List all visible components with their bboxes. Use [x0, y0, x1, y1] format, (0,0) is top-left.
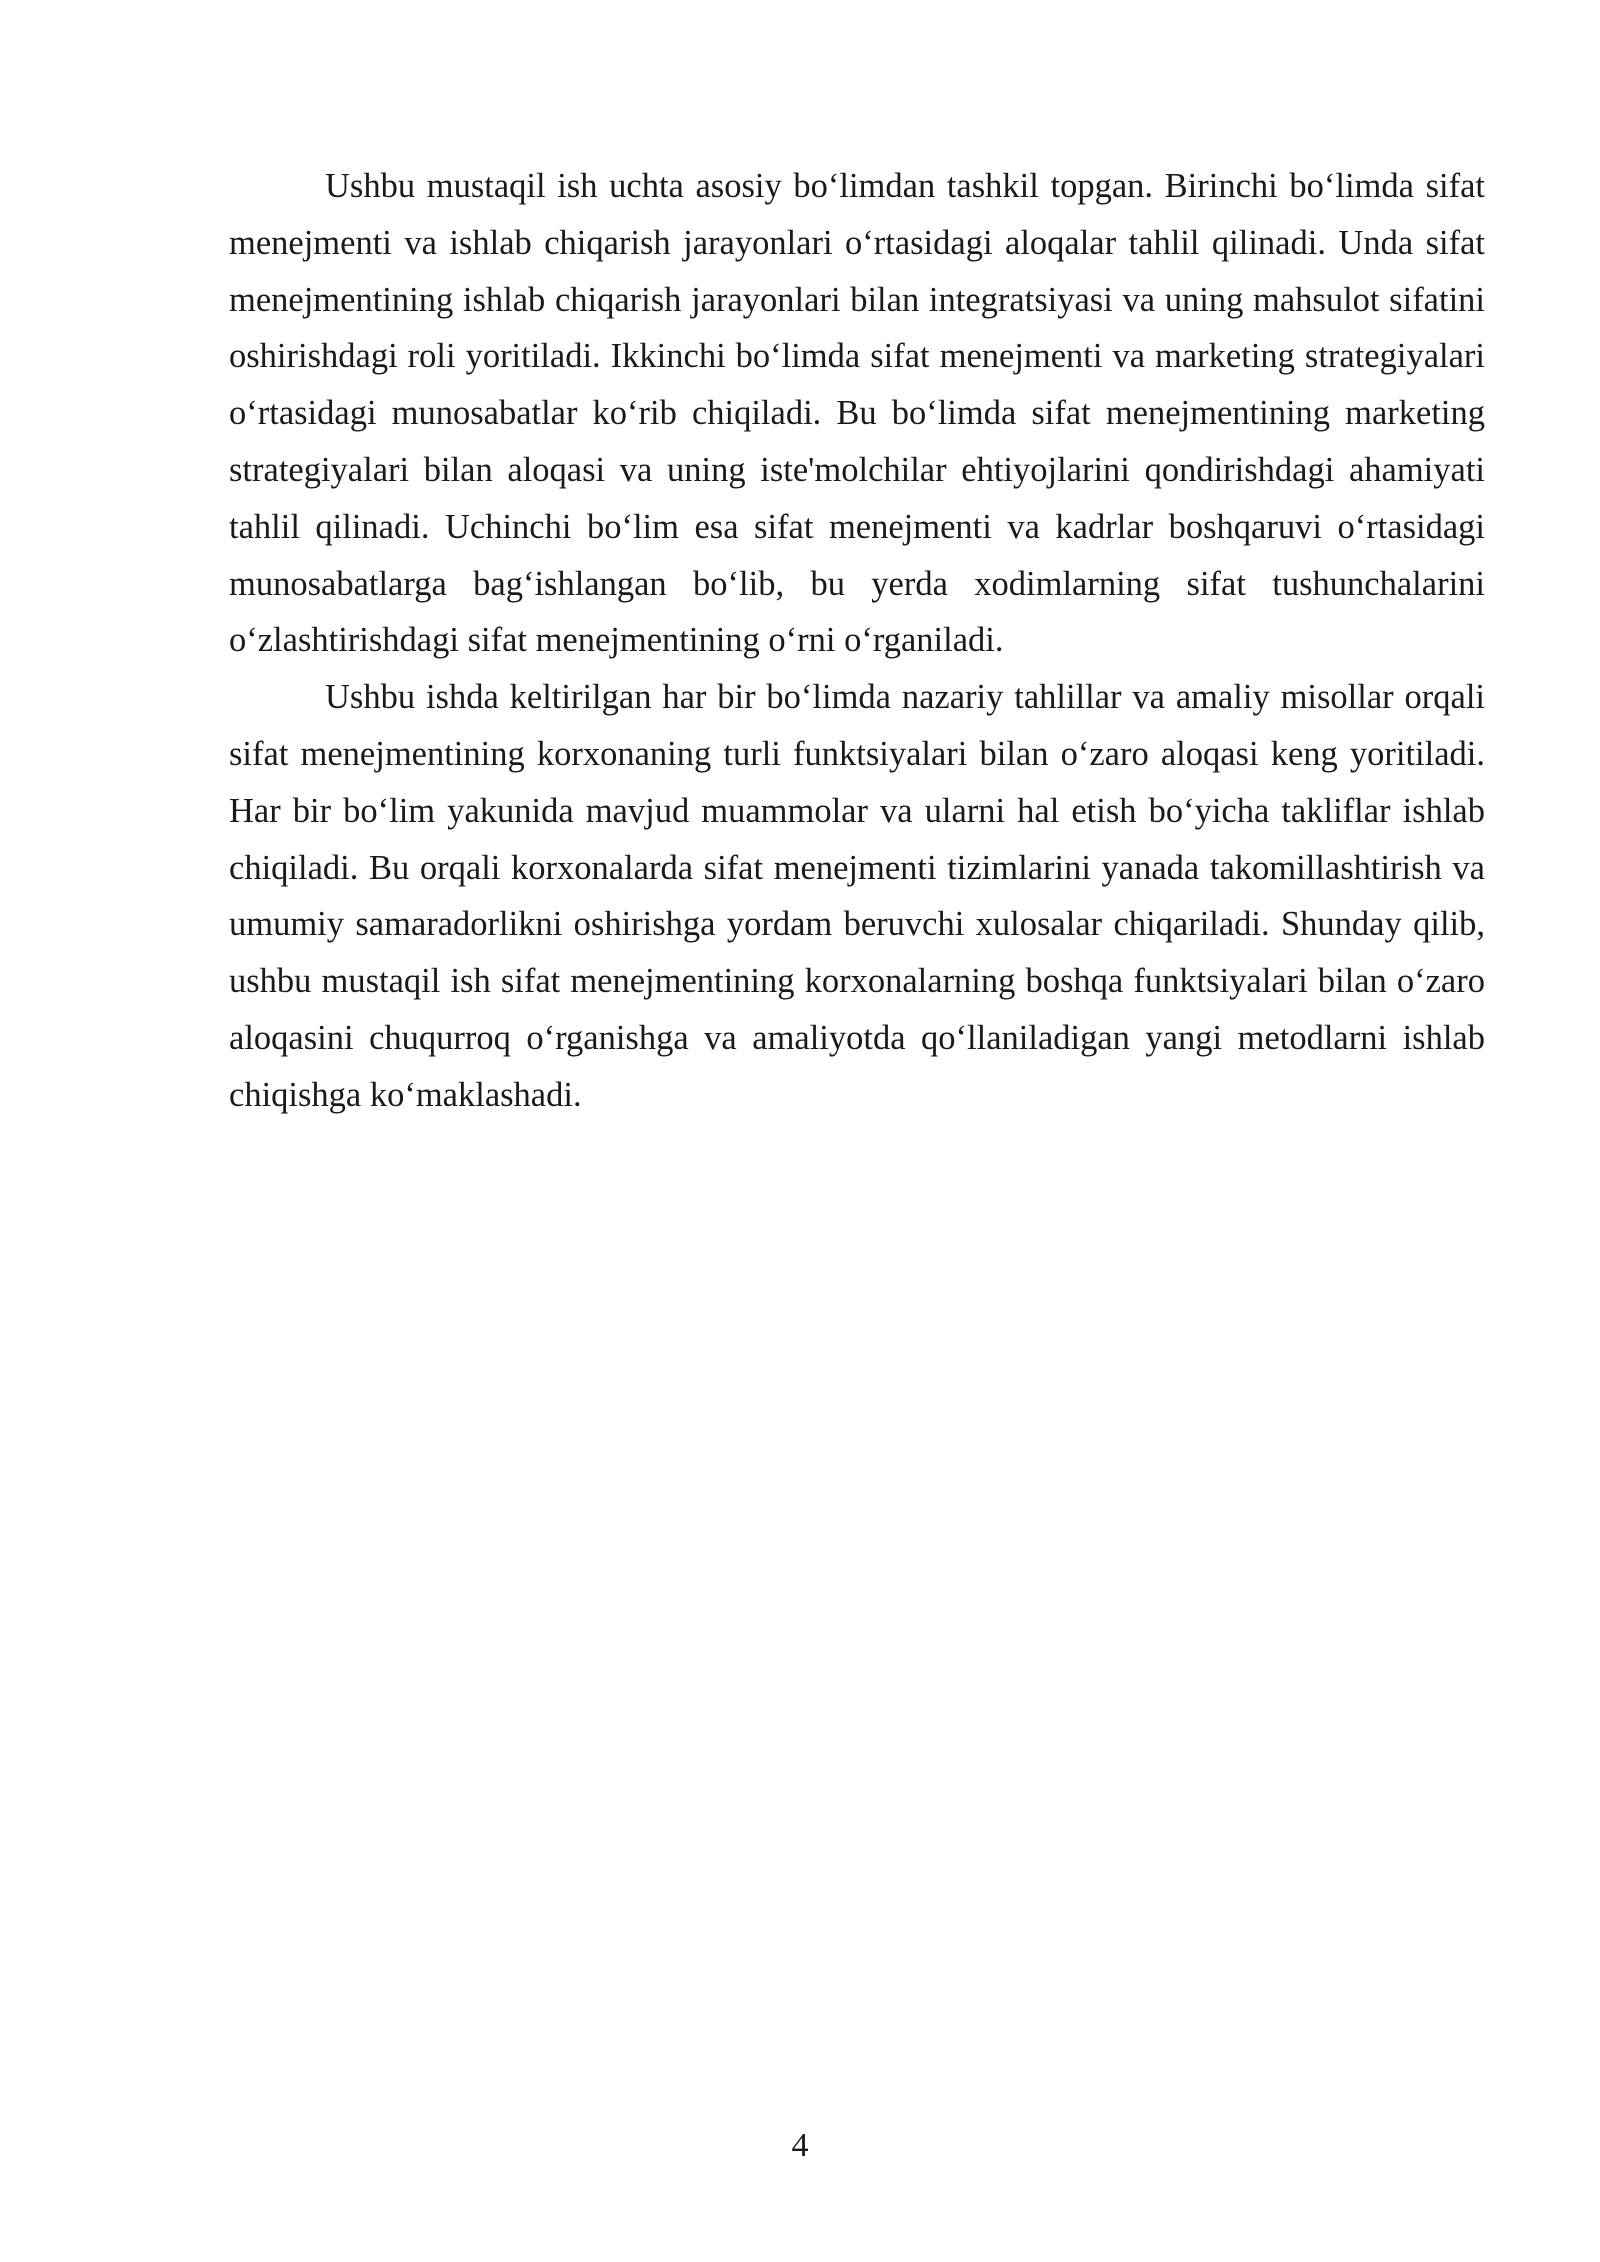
paragraph-sections-overview: Ushbu mustaqil ish uchta asosiy bo‘limdan tashkil topgan. Birinchi bo‘limda sifat menejmenti va ishlab chiqarish jarayonlari o‘rtasidagi aloqalar tahlil qilinadi. Unda sifat menejmentining ishlab chiqarish jarayonlari bilan integratsiyasi va uning mahsulot sifatini oshirishdagi roli yoritiladi. Ikkinchi bo‘limda sifat menejmenti va marketing strategiyalari o‘rtasidagi munosabatlar ko‘rib chiqiladi. Bu bo‘limda sifat menejmentining marketing strategiyalari bilan aloqasi va uning iste'molchilar ehtiyojlarini qondirishdagi ahamiyati tahlil qilinadi. Uchinchi bo‘lim esa sifat menejmenti va kadrlar boshqaruvi o‘rtasidagi munosabatlarga bag‘ishlangan bo‘lib, bu yerda xodimlarning sifat tushunchalarini o‘zlashtirishdagi sifat menejmentining o‘rni o‘rganiladi.	[229, 167, 1485, 660]
page-number: 4	[791, 2127, 809, 2164]
paragraph-work-summary: Ushbu ishda keltirilgan har bir bo‘limda nazariy tahlillar va amaliy misollar orqali sifat menejmentining korxonaning turli funktsiyalari bilan o‘zaro aloqasi keng yoritiladi. Har bir bo‘lim yakunida mavjud muammolar va ularni hal etish bo‘yicha takliflar ishlab chiqiladi. Bu orqali korxonalarda sifat menejmenti tizimlarini yanada takomillashtirish va umumiy samaradorlikni oshirishga yordam beruvchi xulosalar chiqariladi. Shunday qilib, ushbu mustaqil ish sifat menejmentining korxonalarning boshqa funktsiyalari bilan o‘zaro aloqasini chuqurroq o‘rganishga va amaliyotda qo‘llaniladigan yangi metodlarni ishlab chiqishga ko‘maklashadi.	[229, 678, 1485, 1114]
body-text	[229, 158, 1485, 1124]
